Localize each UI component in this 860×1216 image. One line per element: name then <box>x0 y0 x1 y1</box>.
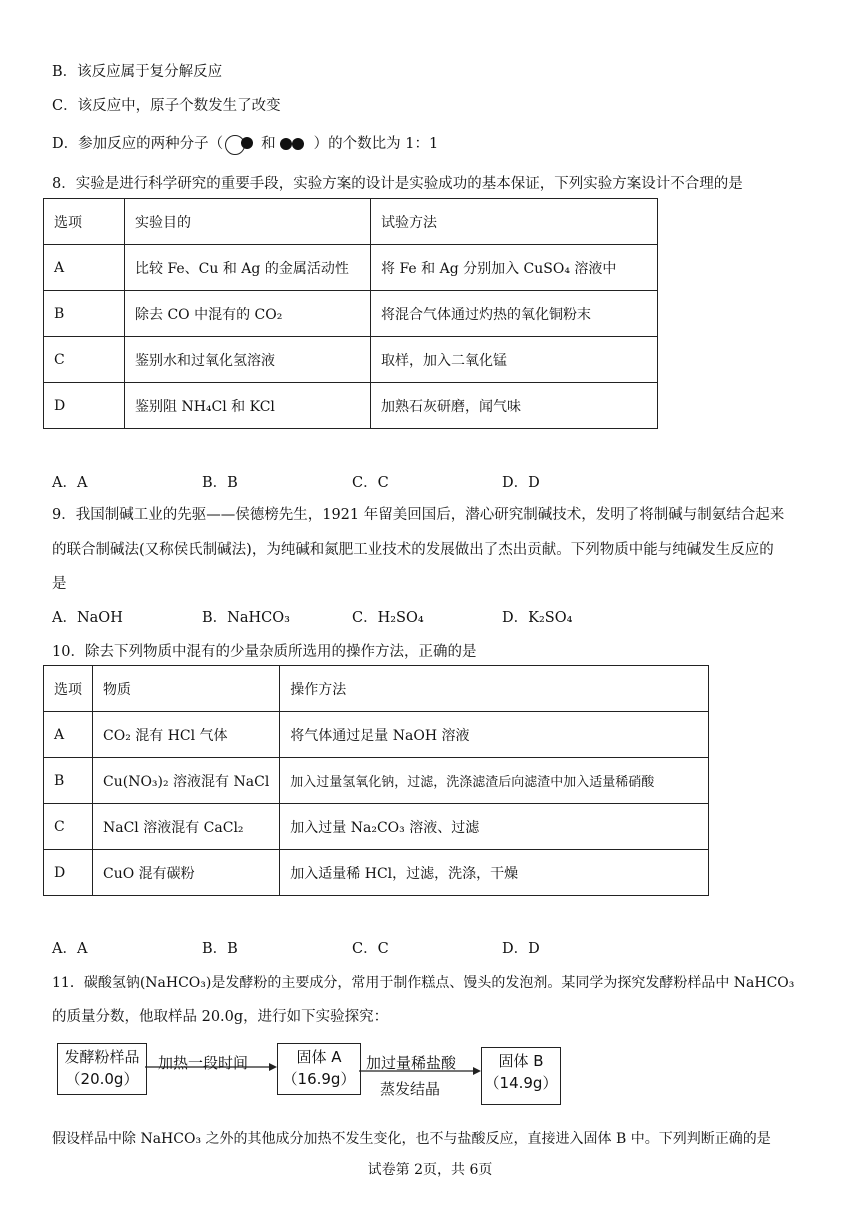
table-cell: D <box>44 850 93 896</box>
choice-b[interactable]: B．B <box>202 941 238 957</box>
table-cell: 鉴别水和过氧化氢溶液 <box>125 337 371 383</box>
table-cell: 加入过量氢氧化钠，过滤，洗涤滤渣后向滤渣中加入适量稀硝酸 <box>280 758 709 804</box>
table-cell: B <box>44 291 125 337</box>
q11-line-1: 11．碳酸氢钠(NaHCO₃)是发酵粉的主要成分，常用于制作糕点、馒头的发泡剂。某同学为探究发酵粉样品中 NaHCO₃ <box>52 975 795 991</box>
table-row <box>44 712 709 758</box>
q9-line-3: 是 <box>52 576 67 592</box>
table-row <box>44 291 658 337</box>
q7-option-d-and: 和 <box>261 136 276 152</box>
table-header-cell: 物质 <box>93 666 280 712</box>
flow-box-mass: （20.0g） <box>65 1070 139 1088</box>
flow-step-label: 加过量稀盐酸 <box>366 1054 457 1072</box>
choice-d[interactable]: D．K₂SO₄ <box>502 610 573 626</box>
choice-c[interactable]: C．H₂SO₄ <box>352 610 424 626</box>
table-cell: 加入适量稀 HCl，过滤，洗涤，干燥 <box>280 850 709 896</box>
table-row <box>44 383 658 429</box>
table-cell: B <box>44 758 93 804</box>
flow-box-mass: （16.9g） <box>282 1070 356 1088</box>
table-header-cell: 选项 <box>44 666 93 712</box>
table-cell: CO₂ 混有 HCl 气体 <box>93 712 280 758</box>
table-row <box>44 804 709 850</box>
table-cell: C <box>44 337 125 383</box>
table-cell: A <box>44 712 93 758</box>
choice-b[interactable]: B．NaHCO₃ <box>202 610 290 626</box>
flow-step-label: 蒸发结晶 <box>380 1080 441 1098</box>
choice-b[interactable]: B．B <box>202 475 238 491</box>
q8-table <box>43 198 658 429</box>
q7-option-d-prefix: D．参加反应的两种分子（ <box>52 136 224 152</box>
q8-stem: 8．实验是进行科学研究的重要手段，实验方案的设计是实验成功的基本保证，下列实验方案设计不合理的是 <box>52 176 743 192</box>
table-row <box>44 758 709 804</box>
table-header-cell: 试验方法 <box>371 199 658 245</box>
flow-box-label: 固体 B <box>498 1052 544 1070</box>
table-cell: 将 Fe 和 Ag 分别加入 CuSO₄ 溶液中 <box>371 245 658 291</box>
table-header-cell: 选项 <box>44 199 125 245</box>
q9-line-2: 的联合制碱法(又称侯氏制碱法)，为纯碱和氮肥工业技术的发展做出了杰出贡献。下列物质中能与纯碱发生反应的 <box>52 542 774 558</box>
table-cell: 将气体通过足量 NaOH 溶液 <box>280 712 709 758</box>
table-cell: Cu(NO₃)₂ 溶液混有 NaCl <box>93 758 280 804</box>
table-row <box>44 245 658 291</box>
flow-box-label: 固体 A <box>296 1048 342 1066</box>
q11-line-2: 的质量分数，他取样品 20.0g，进行如下实验探究： <box>52 1009 389 1025</box>
table-row <box>44 850 709 896</box>
flow-step-label: 加热一段时间 <box>158 1054 249 1072</box>
table-cell: A <box>44 245 125 291</box>
table-header-cell: 操作方法 <box>280 666 709 712</box>
table-cell: 除去 CO 中混有的 CO₂ <box>125 291 371 337</box>
q10-table <box>43 665 709 896</box>
choice-c[interactable]: C．C <box>352 941 389 957</box>
flow-box-solid-a <box>277 1043 361 1095</box>
q7-option-d <box>52 132 438 154</box>
page-footer: 试卷第 2页，共 6页 <box>367 1162 493 1178</box>
table-header-cell: 实验目的 <box>125 199 371 245</box>
table-row <box>44 337 658 383</box>
table-cell: 加熟石灰研磨，闻气味 <box>371 383 658 429</box>
choice-d[interactable]: D．D <box>502 941 540 957</box>
table-cell: C <box>44 804 93 850</box>
molecule-black-black-icon <box>278 134 312 154</box>
choice-a[interactable]: A．NaOH <box>52 610 123 626</box>
table-cell: D <box>44 383 125 429</box>
table-cell: 加入过量 Na₂CO₃ 溶液、过滤 <box>280 804 709 850</box>
molecule-white-black-icon <box>225 134 259 154</box>
table-header-row <box>44 666 709 712</box>
table-cell: 取样，加入二氧化锰 <box>371 337 658 383</box>
flow-box-solid-b <box>481 1047 561 1105</box>
choice-d[interactable]: D．D <box>502 475 540 491</box>
table-cell: 比较 Fe、Cu 和 Ag 的金属活动性 <box>125 245 371 291</box>
flow-box-label: 发酵粉样品 <box>64 1048 140 1066</box>
q11-line-3: 假设样品中除 NaHCO₃ 之外的其他成分加热不发生变化，也不与盐酸反应，直接进入固体 B 中。下列判断正确的是 <box>52 1131 771 1147</box>
choice-a[interactable]: A．A <box>52 475 88 491</box>
q7-option-b: B．该反应属于复分解反应 <box>52 64 223 80</box>
table-cell: NaCl 溶液混有 CaCl₂ <box>93 804 280 850</box>
table-cell: 鉴别阻 NH₄Cl 和 KCl <box>125 383 371 429</box>
table-cell: CuO 混有碳粉 <box>93 850 280 896</box>
q9-line-1: 9．我国制碱工业的先驱——侯德榜先生，1921 年留美回国后，潜心研究制碱技术，发明了将制碱与制氨结合起来 <box>52 507 785 523</box>
flow-arrow-icon <box>359 1064 481 1078</box>
q7-option-d-suffix: ）的个数比为 1：1 <box>313 136 439 152</box>
table-cell: 将混合气体通过灼热的氧化铜粉末 <box>371 291 658 337</box>
flow-box-sample <box>57 1043 147 1095</box>
flow-box-mass: （14.9g） <box>484 1074 558 1092</box>
flow-arrow-icon <box>145 1060 277 1074</box>
choice-c[interactable]: C．C <box>352 475 389 491</box>
choice-a[interactable]: A．A <box>52 941 88 957</box>
table-header-row <box>44 199 658 245</box>
q10-stem: 10．除去下列物质中混有的少量杂质所选用的操作方法，正确的是 <box>52 644 477 660</box>
q7-option-c: C．该反应中，原子个数发生了改变 <box>52 98 281 114</box>
